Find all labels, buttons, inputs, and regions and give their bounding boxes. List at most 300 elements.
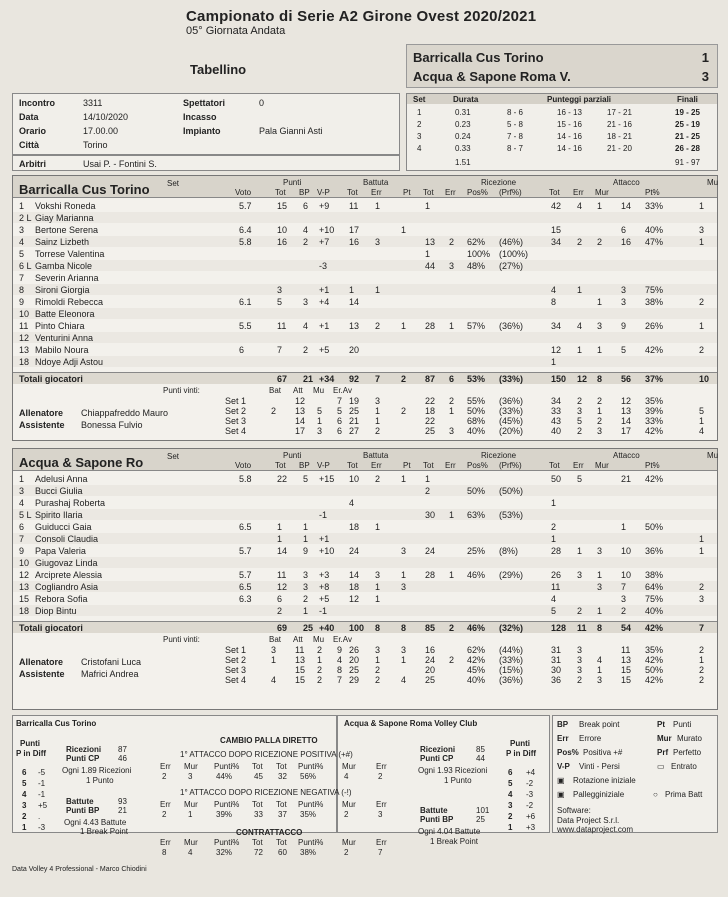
set-cell-bt: 27 bbox=[349, 426, 360, 436]
set-cell-mu: 2 bbox=[317, 665, 323, 675]
cell-voto: 6.5 bbox=[239, 582, 252, 592]
set-cell-bat: 4 bbox=[271, 675, 277, 685]
l-ogni-bat: Ogni 4.43 Battute bbox=[64, 818, 127, 827]
cell-bpt: 1 bbox=[401, 570, 407, 580]
pd-right-a: 1 bbox=[508, 823, 513, 832]
cell-bt: 24 bbox=[349, 546, 360, 556]
cell-am: 3 bbox=[597, 582, 603, 592]
set-header-erav: Er.Av bbox=[333, 386, 352, 395]
cell-be: 1 bbox=[375, 285, 381, 295]
r-pcp-label: Punti CP bbox=[420, 754, 454, 763]
cell-bp: 4 bbox=[303, 321, 309, 331]
col-header-tot: Tot bbox=[423, 188, 434, 197]
pd-right-b: -2 bbox=[526, 801, 534, 810]
set-num: 4 bbox=[417, 144, 422, 153]
cell-rpos: 48% bbox=[467, 261, 486, 271]
set-cell-re: 2 bbox=[449, 655, 455, 665]
cell-at: 12 bbox=[551, 345, 562, 355]
set-cell-ae: 2 bbox=[577, 396, 583, 406]
set-finale: 19 - 25 bbox=[675, 108, 700, 117]
set-cell-apct: 35% bbox=[645, 396, 664, 406]
table-row bbox=[13, 509, 717, 520]
cell-n: 6 bbox=[19, 522, 25, 532]
set-cell-att: 12 bbox=[295, 396, 306, 406]
set-cell-bt: 21 bbox=[349, 416, 360, 426]
set-cell-be: 1 bbox=[375, 406, 381, 416]
cell-mu: 2 bbox=[699, 297, 705, 307]
set-cell-mu: 5 bbox=[317, 406, 323, 416]
set-cell-att: 14 bbox=[295, 416, 306, 426]
set-cell-ae: 2 bbox=[577, 426, 583, 436]
cell-rprf: (53%) bbox=[499, 510, 524, 520]
punti-label-l: Punti bbox=[20, 739, 40, 748]
set-p1: 8 - 6 bbox=[507, 108, 524, 117]
set-label: Set 3 bbox=[225, 665, 247, 675]
h-tot-r: Tot bbox=[276, 762, 287, 771]
set-cell-erav: 9 bbox=[337, 645, 343, 655]
col-header-vp: V-P bbox=[317, 461, 330, 470]
cell-vp: +5 bbox=[319, 345, 330, 355]
col-header-tot: Tot bbox=[347, 461, 358, 470]
contrattacco-title: CONTRATTACCO bbox=[236, 828, 303, 837]
cell-name: Rimoldi Rebecca bbox=[35, 297, 104, 307]
prima-batt-icon: ○ bbox=[653, 790, 658, 799]
cell-apct: 40% bbox=[645, 606, 664, 616]
v-pct-l: 32% bbox=[216, 848, 233, 857]
cell-n: 15 bbox=[19, 594, 30, 604]
cell-tot: 14 bbox=[277, 546, 288, 556]
cell-re: 2 bbox=[449, 237, 455, 247]
cell-rprf: (8%) bbox=[499, 546, 519, 556]
legend-software-2: www.dataproject.com bbox=[557, 825, 634, 834]
table-row bbox=[13, 605, 717, 616]
h-mur-l: Mur bbox=[184, 838, 198, 847]
cell-ap: 10 bbox=[621, 570, 632, 580]
cell-rt: 28 bbox=[425, 570, 436, 580]
legend-bp-text: Break point bbox=[579, 720, 620, 729]
set-cell-mu2: 4 bbox=[699, 426, 705, 436]
set-cell-be: 3 bbox=[375, 645, 381, 655]
sets-h-set: Set bbox=[413, 95, 426, 104]
h-mur-r: Mur bbox=[342, 838, 356, 847]
h-err-l: Err bbox=[160, 800, 171, 809]
pd-right-b: +4 bbox=[526, 768, 536, 777]
cell-be: 3 bbox=[375, 237, 381, 247]
cell-n: 13 bbox=[19, 582, 30, 592]
cell-rprf: (50%) bbox=[499, 486, 524, 496]
h-pct-r: Punti% bbox=[298, 800, 324, 809]
cell-n: 10 bbox=[19, 558, 30, 568]
set-cell-bat: 1 bbox=[271, 655, 277, 665]
cell-apct: 47% bbox=[645, 237, 664, 247]
entrato-icon: ▭ bbox=[657, 762, 665, 771]
sets-tot-finali: 91 - 97 bbox=[675, 158, 700, 167]
col-header-err: Err bbox=[445, 461, 456, 470]
cell-n: 3 bbox=[19, 225, 25, 235]
h-mur-r: Mur bbox=[342, 800, 356, 809]
col-header-mur: Mur bbox=[595, 188, 609, 197]
cell-tot: 1 bbox=[277, 534, 283, 544]
table-row bbox=[13, 248, 717, 259]
set-cell-bt: 20 bbox=[349, 655, 360, 665]
col-header-vp: V-P bbox=[317, 188, 330, 197]
set-cell-rprf: (44%) bbox=[499, 645, 524, 655]
spettatori-label: Spettatori bbox=[183, 98, 226, 108]
data-label: Data bbox=[19, 112, 39, 122]
set-cell-erav: 8 bbox=[337, 665, 343, 675]
col-header-prf: (Prf%) bbox=[499, 461, 522, 470]
cell-name: Severin Arianna bbox=[35, 273, 99, 283]
cell-name: Gamba Nicole bbox=[35, 261, 93, 271]
cell-bpt: 3 bbox=[401, 546, 407, 556]
cell-mu: 1 bbox=[699, 237, 705, 247]
total-ae: 11 bbox=[577, 623, 587, 633]
set-finale: 21 - 25 bbox=[675, 132, 700, 141]
cell-bt: 17 bbox=[349, 225, 360, 235]
set-cell-erav: 5 bbox=[337, 406, 343, 416]
cell-bt: 14 bbox=[349, 570, 360, 580]
cell-n: 1 bbox=[19, 474, 25, 484]
set-cell-bt: 26 bbox=[349, 645, 360, 655]
cell-at: 26 bbox=[551, 570, 562, 580]
set-cell-erav: 4 bbox=[337, 655, 343, 665]
set-cell-rprf: (36%) bbox=[499, 675, 524, 685]
cell-voto: 6.4 bbox=[239, 225, 252, 235]
set-num: 2 bbox=[417, 120, 422, 129]
set-cell-at: 31 bbox=[551, 655, 562, 665]
cell-rprf: (27%) bbox=[499, 261, 524, 271]
set-cell-at: 40 bbox=[551, 426, 562, 436]
cell-vp: +10 bbox=[319, 546, 335, 556]
col-header-ricezione: Ricezione bbox=[481, 178, 517, 187]
set-cell-mu: 1 bbox=[317, 416, 323, 426]
set-cell-re: 2 bbox=[449, 396, 455, 406]
cell-bt: 20 bbox=[349, 345, 360, 355]
cell-am: 1 bbox=[597, 345, 603, 355]
set-label: Set 1 bbox=[225, 396, 247, 406]
set-durata: 0.33 bbox=[455, 144, 471, 153]
total-bpt: 2 bbox=[401, 374, 407, 384]
set-p1: 5 - 8 bbox=[507, 120, 524, 129]
set-cell-apct: 39% bbox=[645, 406, 664, 416]
cell-n: 11 bbox=[19, 321, 29, 331]
total-bpt: 8 bbox=[401, 623, 407, 633]
h-err-r: Err bbox=[376, 762, 387, 771]
cell-apct: 36% bbox=[645, 546, 664, 556]
cell-am: 1 bbox=[597, 570, 603, 580]
cell-at: 42 bbox=[551, 201, 562, 211]
pd-right-a: 2 bbox=[508, 812, 513, 821]
cell-bp: 1 bbox=[303, 522, 309, 532]
cell-bt: 11 bbox=[349, 201, 359, 211]
set-cell-ap: 13 bbox=[621, 406, 632, 416]
total-rpos: 46% bbox=[467, 623, 486, 633]
set-cell-rt: 20 bbox=[425, 665, 436, 675]
set-cell-am: 1 bbox=[597, 406, 603, 416]
cell-at: 15 bbox=[551, 225, 562, 235]
set-cell-rprf: (33%) bbox=[499, 406, 524, 416]
v-pct-l: 39% bbox=[216, 810, 233, 819]
set-header-bat: Bat bbox=[269, 386, 282, 395]
r-pbp-val: 25 bbox=[476, 815, 485, 824]
cell-name: Cogliandro Asia bbox=[35, 582, 99, 592]
cell-voto: 5.5 bbox=[239, 321, 252, 331]
legend-software: Software: bbox=[557, 806, 591, 815]
cell-name: Bertone Serena bbox=[35, 225, 99, 235]
col-header-voto: Voto bbox=[235, 188, 252, 197]
col-header-pt: Pt bbox=[403, 461, 411, 470]
col-header-tot: Tot bbox=[275, 461, 286, 470]
cell-rt: 2 bbox=[425, 486, 431, 496]
cell-be: 2 bbox=[375, 474, 381, 484]
set-finale: 25 - 19 bbox=[675, 120, 700, 129]
table-row bbox=[13, 521, 717, 532]
v-tot-r: 37 bbox=[278, 810, 287, 819]
cell-name: Spirito Ilaria bbox=[35, 510, 83, 520]
set-cell-rprf: (20%) bbox=[499, 426, 524, 436]
cell-name: Consoli Claudia bbox=[35, 534, 99, 544]
cell-name: Adelusi Anna bbox=[35, 474, 88, 484]
r-pcp-val: 44 bbox=[476, 754, 485, 763]
total-bp: 25 bbox=[303, 623, 314, 633]
set-cell-mu: 1 bbox=[317, 655, 323, 665]
cell-bp: 4 bbox=[303, 225, 309, 235]
cell-mu: 1 bbox=[699, 201, 705, 211]
cell-at: 1 bbox=[551, 498, 557, 508]
set-finale: 26 - 28 bbox=[675, 144, 700, 153]
set-cell-ae: 3 bbox=[577, 645, 583, 655]
cell-am: 1 bbox=[597, 606, 603, 616]
cell-at: 2 bbox=[551, 522, 557, 532]
h-tot-l: Tot bbox=[252, 838, 263, 847]
set-cell-att: 15 bbox=[295, 675, 306, 685]
pd-left-a: 2 bbox=[22, 812, 27, 821]
col-header-set: Set bbox=[167, 179, 180, 188]
set-cell-am: 4 bbox=[597, 655, 603, 665]
v-err-l: 2 bbox=[162, 810, 167, 819]
v-mur-l: 4 bbox=[188, 848, 193, 857]
v-err-r: 3 bbox=[378, 810, 383, 819]
pd-left-a: 3 bbox=[22, 801, 27, 810]
cell-rpos: 63% bbox=[467, 510, 486, 520]
cell-n: 9 bbox=[19, 546, 25, 556]
set-cell-ae: 3 bbox=[577, 655, 583, 665]
cell-voto: 5.7 bbox=[239, 546, 252, 556]
set-cell-ae: 3 bbox=[577, 406, 583, 416]
cell-apct: 26% bbox=[645, 321, 664, 331]
set-p3: 17 - 21 bbox=[607, 108, 632, 117]
col-header-mur: Mur bbox=[595, 461, 609, 470]
cell-ap: 3 bbox=[621, 285, 627, 295]
cell-rpos: 25% bbox=[467, 546, 486, 556]
set-label: Set 3 bbox=[225, 416, 247, 426]
set-cell-rt: 22 bbox=[425, 396, 436, 406]
set-cell-rt: 25 bbox=[425, 426, 436, 436]
set-cell-mu2: 2 bbox=[699, 675, 705, 685]
cell-name: Venturini Anna bbox=[35, 333, 94, 343]
set-p1: 7 - 8 bbox=[507, 132, 524, 141]
cell-be: 1 bbox=[375, 582, 381, 592]
pd-left-a: 5 bbox=[22, 779, 27, 788]
cell-mu: 2 bbox=[699, 582, 705, 592]
cell-bt: 1 bbox=[349, 285, 355, 295]
l-bat-label: Battute bbox=[66, 797, 94, 806]
cell-rpos: 62% bbox=[467, 237, 486, 247]
set-label: Set 4 bbox=[225, 675, 247, 685]
set-p3: 21 - 16 bbox=[607, 120, 632, 129]
set-cell-rpos: 40% bbox=[467, 675, 486, 685]
v-mur-r: 2 bbox=[344, 848, 349, 857]
cell-voto: 6.3 bbox=[239, 594, 252, 604]
set-cell-mu2: 5 bbox=[699, 406, 705, 416]
col-header-err: Err bbox=[445, 188, 456, 197]
cell-bt: 13 bbox=[349, 321, 360, 331]
pd-right-b: +6 bbox=[526, 812, 536, 821]
cell-n: 4 bbox=[19, 498, 25, 508]
set-cell-apct: 50% bbox=[645, 665, 664, 675]
cell-tot: 6 bbox=[277, 594, 283, 604]
r-ric-label: Ricezioni bbox=[420, 745, 456, 754]
cell-at: 28 bbox=[551, 546, 562, 556]
cell-n: 7 bbox=[19, 534, 25, 544]
cell-rt: 1 bbox=[425, 201, 431, 211]
set-cell-at: 34 bbox=[551, 396, 562, 406]
cell-rt: 44 bbox=[425, 261, 436, 271]
set-cell-erav: 7 bbox=[337, 675, 343, 685]
set-cell-be: 2 bbox=[375, 665, 381, 675]
total-re: 6 bbox=[449, 374, 455, 384]
legend-pt-text: Punti bbox=[673, 720, 692, 729]
legend-pall: Pallegginiziale bbox=[573, 790, 625, 799]
set-cell-rpos: 55% bbox=[467, 396, 486, 406]
total-apct: 37% bbox=[645, 374, 664, 384]
table-row bbox=[13, 569, 717, 580]
arbitri-row bbox=[12, 155, 400, 171]
set-cell-at: 36 bbox=[551, 675, 562, 685]
total-mu: 10 bbox=[699, 374, 710, 384]
cell-apct: 40% bbox=[645, 225, 664, 235]
legend-pt: Pt bbox=[657, 720, 665, 729]
team-name: Acqua & Sapone Ro bbox=[19, 455, 144, 470]
assistant-name: Bonessa Fulvio bbox=[81, 420, 143, 430]
team2-table bbox=[12, 448, 718, 710]
cell-at: 1 bbox=[551, 357, 557, 367]
cell-rt: 30 bbox=[425, 510, 436, 520]
cell-apct: 75% bbox=[645, 594, 664, 604]
col-header-voto: Voto bbox=[235, 461, 252, 470]
legend-mur-text: Murato bbox=[677, 734, 702, 743]
set-cell-bt: 25 bbox=[349, 406, 360, 416]
set-label: Set 1 bbox=[225, 645, 247, 655]
set-cell-at: 43 bbox=[551, 416, 562, 426]
cell-rt: 24 bbox=[425, 546, 436, 556]
total-bp: 21 bbox=[303, 374, 314, 384]
pd-left-b: -5 bbox=[38, 768, 46, 777]
set-cell-am: 3 bbox=[597, 426, 603, 436]
team1-table bbox=[12, 175, 718, 441]
citta-label: Città bbox=[19, 140, 39, 150]
cell-am: 1 bbox=[597, 297, 603, 307]
set-cell-rpos: 62% bbox=[467, 645, 486, 655]
cell-vp: +3 bbox=[319, 570, 330, 580]
v-pct-l: 44% bbox=[216, 772, 233, 781]
col-header-pt: Pt bbox=[403, 188, 411, 197]
h-tot-l: Tot bbox=[252, 800, 263, 809]
cell-name: Giay Marianna bbox=[35, 213, 94, 223]
set-cell-mu: 2 bbox=[317, 675, 323, 685]
table-row bbox=[13, 308, 717, 319]
total-be: 7 bbox=[375, 374, 381, 384]
l-ogni-ric: Ogni 1.89 Ricezioni bbox=[62, 766, 132, 775]
h-err-r: Err bbox=[376, 800, 387, 809]
set-header-att: Att bbox=[293, 635, 303, 644]
r-bat-val: 101 bbox=[476, 806, 490, 815]
cell-apct: 38% bbox=[645, 297, 664, 307]
cell-bp: 5 bbox=[303, 474, 309, 484]
cell-vp: -1 bbox=[319, 606, 328, 616]
h-err-r: Err bbox=[376, 838, 387, 847]
set-cell-am: 1 bbox=[597, 665, 603, 675]
v-mur-l: 1 bbox=[188, 810, 193, 819]
cell-bp: 3 bbox=[303, 582, 309, 592]
cell-voto: 5.8 bbox=[239, 237, 252, 247]
cell-ae: 4 bbox=[577, 321, 583, 331]
col-header-pos: Pos% bbox=[467, 188, 488, 197]
cell-at: 34 bbox=[551, 321, 562, 331]
col-header-err: Err bbox=[371, 461, 382, 470]
cell-n: 5 L bbox=[19, 510, 32, 520]
set-cell-ap: 17 bbox=[621, 426, 632, 436]
orario-value: 17.00.00 bbox=[83, 126, 119, 136]
col-header-pct: Pt% bbox=[645, 188, 660, 197]
pindiff-label-l: P in Diff bbox=[16, 749, 47, 758]
cell-voto: 5.7 bbox=[239, 570, 252, 580]
rotazione-icon: ▣ bbox=[557, 776, 565, 785]
cell-at: 5 bbox=[551, 606, 557, 616]
set-label: Set 4 bbox=[225, 426, 247, 436]
set-cell-am: 2 bbox=[597, 416, 603, 426]
col-header-tot: Tot bbox=[275, 188, 286, 197]
h-pct-r: Punti% bbox=[298, 838, 324, 847]
cell-voto: 5.8 bbox=[239, 474, 252, 484]
cell-bp: 3 bbox=[303, 570, 309, 580]
total-vp: +34 bbox=[319, 374, 335, 384]
h-mur-l: Mur bbox=[184, 762, 198, 771]
cell-am: 3 bbox=[597, 546, 603, 556]
cell-rt: 13 bbox=[425, 237, 436, 247]
cell-apct: 42% bbox=[645, 474, 664, 484]
cell-bp: 2 bbox=[303, 594, 309, 604]
cell-vp: +4 bbox=[319, 297, 330, 307]
v-tot-l: 33 bbox=[254, 810, 263, 819]
h-mur-l: Mur bbox=[184, 800, 198, 809]
pd-left-b: +5 bbox=[38, 801, 48, 810]
cell-ap: 21 bbox=[621, 474, 632, 484]
cell-vp: +1 bbox=[319, 321, 330, 331]
col-header-ricezione: Ricezione bbox=[481, 451, 517, 460]
set-cell-rt: 24 bbox=[425, 655, 436, 665]
cell-n: 13 bbox=[19, 345, 30, 355]
set-cell-mu2: 1 bbox=[699, 655, 705, 665]
set-cell-be: 1 bbox=[375, 416, 381, 426]
h-pct-r: Punti% bbox=[298, 762, 324, 771]
set-cell-be: 2 bbox=[375, 426, 381, 436]
cell-n: 6 L bbox=[19, 261, 32, 271]
v-pct-r: 56% bbox=[300, 772, 317, 781]
cambio-title: CAMBIO PALLA DIRETTO bbox=[220, 736, 318, 745]
set-cell-bpt: 2 bbox=[401, 406, 407, 416]
total-re: 2 bbox=[449, 623, 455, 633]
